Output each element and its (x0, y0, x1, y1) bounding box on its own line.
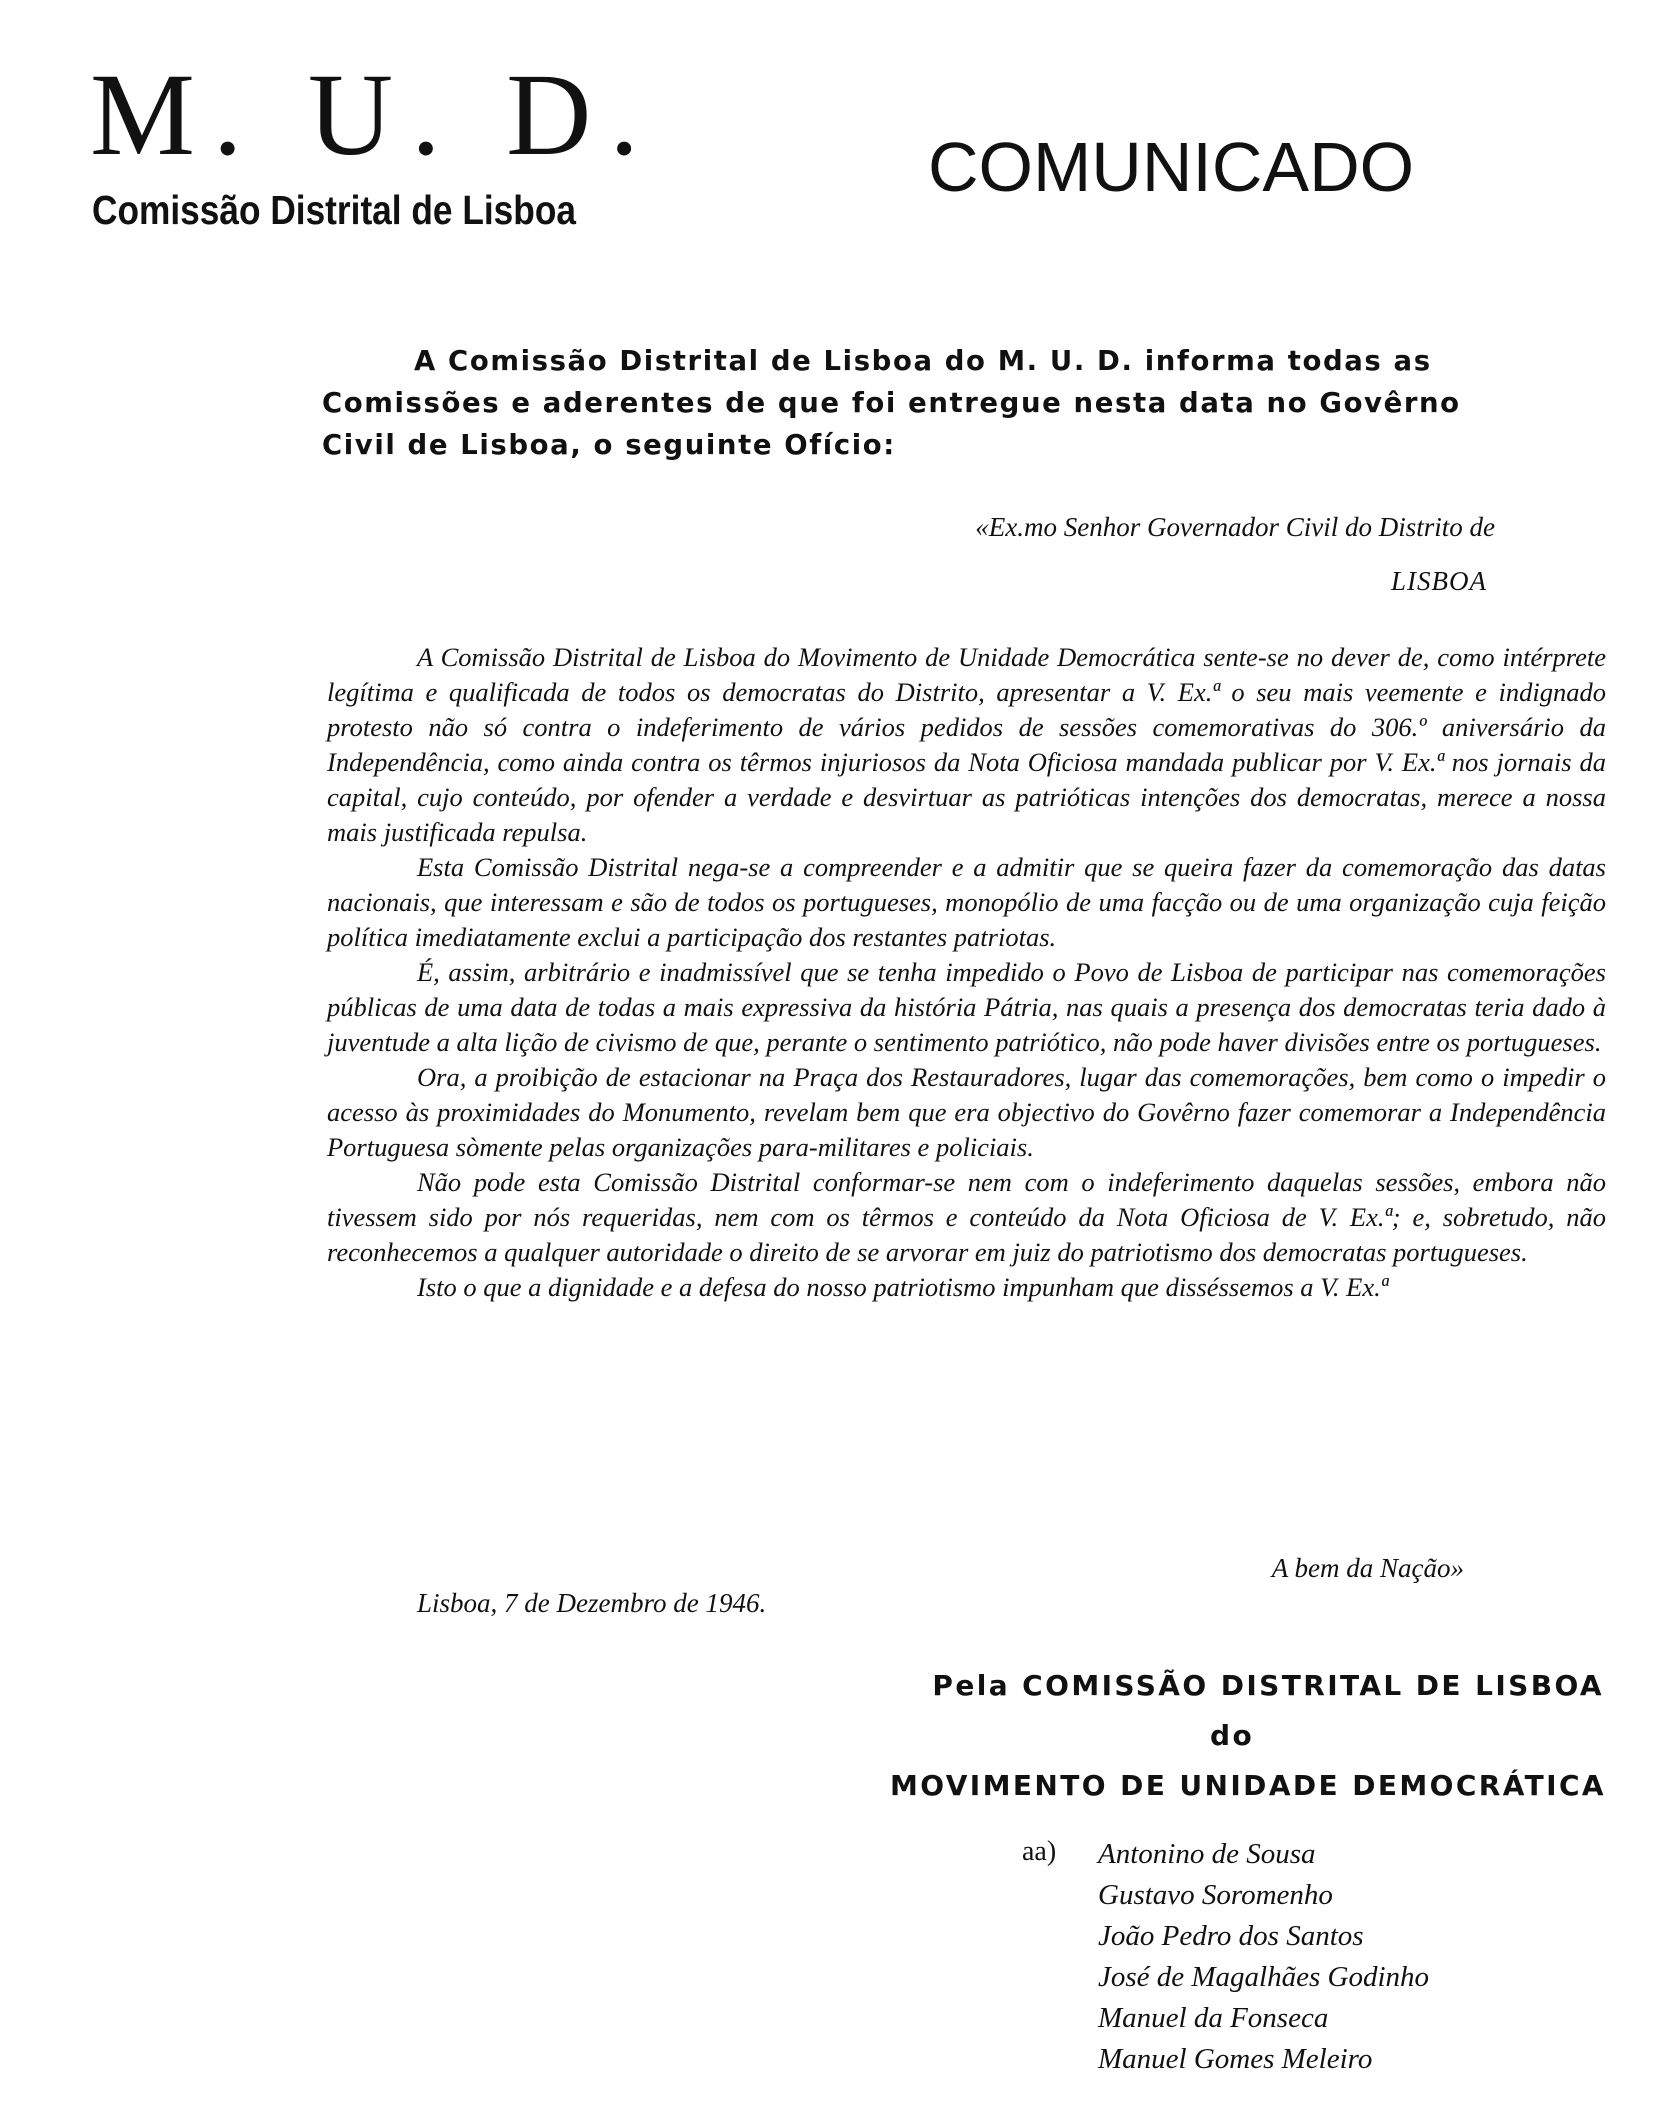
signature-heading-line3: MOVIMENTO DE UNIDADE DEMOCRÁTICA (890, 1769, 1606, 1802)
signatory-name: João Pedro dos Santos (1098, 1920, 1364, 1952)
letter-closing: A bem da Nação» (1271, 1553, 1464, 1583)
intro-line: Comissões e aderentes de que foi entregue nesta data no Govêrno (322, 387, 1461, 419)
letter-paragraph: Isto o que a dignidade e a defesa do nosso patriotismo impunham que disséssemos a V. Ex.ª (417, 1272, 1389, 1302)
signatures-abbreviation: aa) (1022, 1836, 1057, 1867)
signatory-name: Manuel Gomes Meleiro (1098, 2043, 1373, 2075)
intro-line: Civil de Lisboa, o seguinte Ofício: (322, 429, 896, 461)
letter-paragraph: É, assim, arbitrário e inadmissível que se tenha impedido o Povo de Lisboa de participar nas comemorações públicas de uma data de todas a mais expressiva da história Pátria, nas quais a presença dos democratas teria dado à juventude a alta lição de civismo de que, perante o sentimento patriótico, não pode haver divisões entre os portugueses. (327, 957, 1606, 1057)
organization-initials: M. U. D. (90, 49, 657, 180)
signatory-name: Antonino de Sousa (1098, 1838, 1316, 1870)
signatory-name: José de Magalhães Godinho (1098, 1961, 1430, 1993)
letter-addressee-city: LISBOA (1391, 566, 1487, 596)
letter-addressee: «Ex.mo Senhor Governador Civil do Distrito de (975, 512, 1495, 542)
signatory-list (1098, 1834, 1429, 2080)
letter-paragraph: Não pode esta Comissão Distrital conformar-se nem com o indeferimento daquelas sessões, embora não tivessem sido por nós requeridas, nem com os têrmos e conteúdo da Nota Oficiosa de V. Ex.ª; e, sobretudo, não reconhecemos a qualquer autoridade o direito de se arvorar em juiz do patriotismo dos democratas portugueses. (327, 1167, 1606, 1267)
letter-body (327, 640, 1606, 1305)
signatory-name: Manuel da Fonseca (1098, 2002, 1329, 2034)
signature-heading-line1: Pela COMISSÃO DISTRITAL DE LISBOA (932, 1669, 1604, 1702)
letter-paragraph: Ora, a proibição de estacionar na Praça dos Restauradores, lugar das comemorações, bem como o impedir o acesso às proximidades do Monumento, revelam bem que era objectivo do Govêrno fazer comemorar a Independência Portuguesa sòmente pelas organizações para-militares e policiais. (327, 1062, 1606, 1162)
organization-subtitle: Comissão Distrital de Lisboa (92, 187, 576, 233)
intro-paragraph (322, 340, 1606, 466)
letter-paragraph: Esta Comissão Distrital nega-se a compreender e a admitir que se queira fazer da comemoração das datas nacionais, que interessam e são de todos os portugueses, monopólio de uma facção ou de uma organização cuja feição política imediatamente exclui a participação dos restantes patriotas. (327, 852, 1606, 952)
signatory-name: Gustavo Soromenho (1098, 1879, 1333, 1911)
letter-date: Lisboa, 7 de Dezembro de 1946. (417, 1588, 767, 1618)
signature-heading-line2: do (1210, 1719, 1255, 1752)
document-title: COMUNICADO (928, 128, 1415, 206)
intro-line: A Comissão Distrital de Lisboa do M. U. D. informa todas as (414, 345, 1432, 377)
letter-paragraph: A Comissão Distrital de Lisboa do Movimento de Unidade Democrática sente-se no dever de, como intérprete legítima e qualificada de todos os democratas do Distrito, apresentar a V. Ex.ª o seu mais veemente e indignado protesto não só contra o indeferimento de vários pedidos de sessões comemorativas do 306.º aniversário da Independência, como ainda contra os têrmos injuriosos da Nota Oficiosa mandada publicar por V. Ex.ª nos jornais da capital, cujo conteúdo, por ofender a verdade e desvirtuar as patrióticas intenções dos democratas, merece a nossa mais justificada repulsa. (327, 642, 1606, 847)
